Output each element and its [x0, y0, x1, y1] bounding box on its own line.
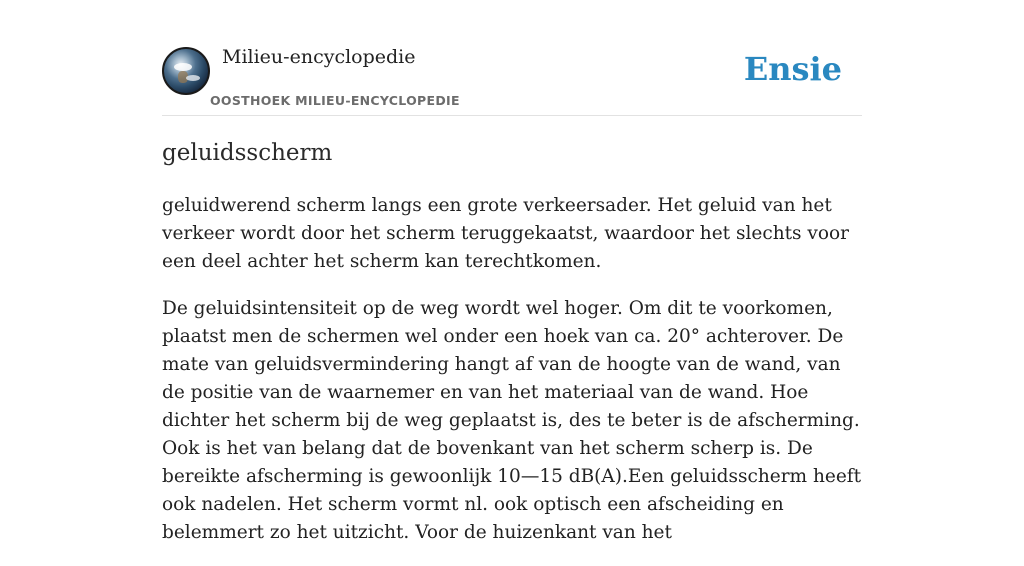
ensie-brand-logo[interactable]: Ensie: [743, 50, 842, 88]
site-title-link[interactable]: Milieu-encyclopedie: [222, 46, 416, 68]
site-subtitle: OOSTHOEK MILIEU-ENCYCLOPEDIE: [210, 93, 460, 108]
entry-content: [162, 192, 862, 566]
entry-paragraph: geluidwerend scherm langs een grote verkeersader. Het geluid van het verkeer wordt door het scherm teruggekaatst, waardoor het slechts voor een deel achter het scherm kan terechtkomen.: [162, 195, 849, 272]
site-header: [162, 40, 862, 116]
entry-paragraph: De geluidsintensiteit op de weg wordt wel hoger. Om dit te voorkomen, plaatst men de schermen wel onder een hoek van ca. 20° achterover. De mate van geluidsvermindering hangt af van de hoogte van de wand, van de positie van de waarnemer en van het materiaal van de wand. Hoe dichter het scherm bij de weg geplaatst is, des te beter is de afscherming. Ook is het van belang dat de bovenkant van het scherm scherp is. De bereikte afscherming is gewoonlijk 10—15 dB(A).Een geluidsscherm heeft ook nadelen. Het scherm vormt nl. ook optisch een afscheiding en belemmert zo het uitzicht. Voor de huizenkant van het: [162, 298, 862, 543]
entry-title: geluidsscherm: [162, 140, 333, 166]
earth-globe-icon[interactable]: [162, 47, 210, 95]
